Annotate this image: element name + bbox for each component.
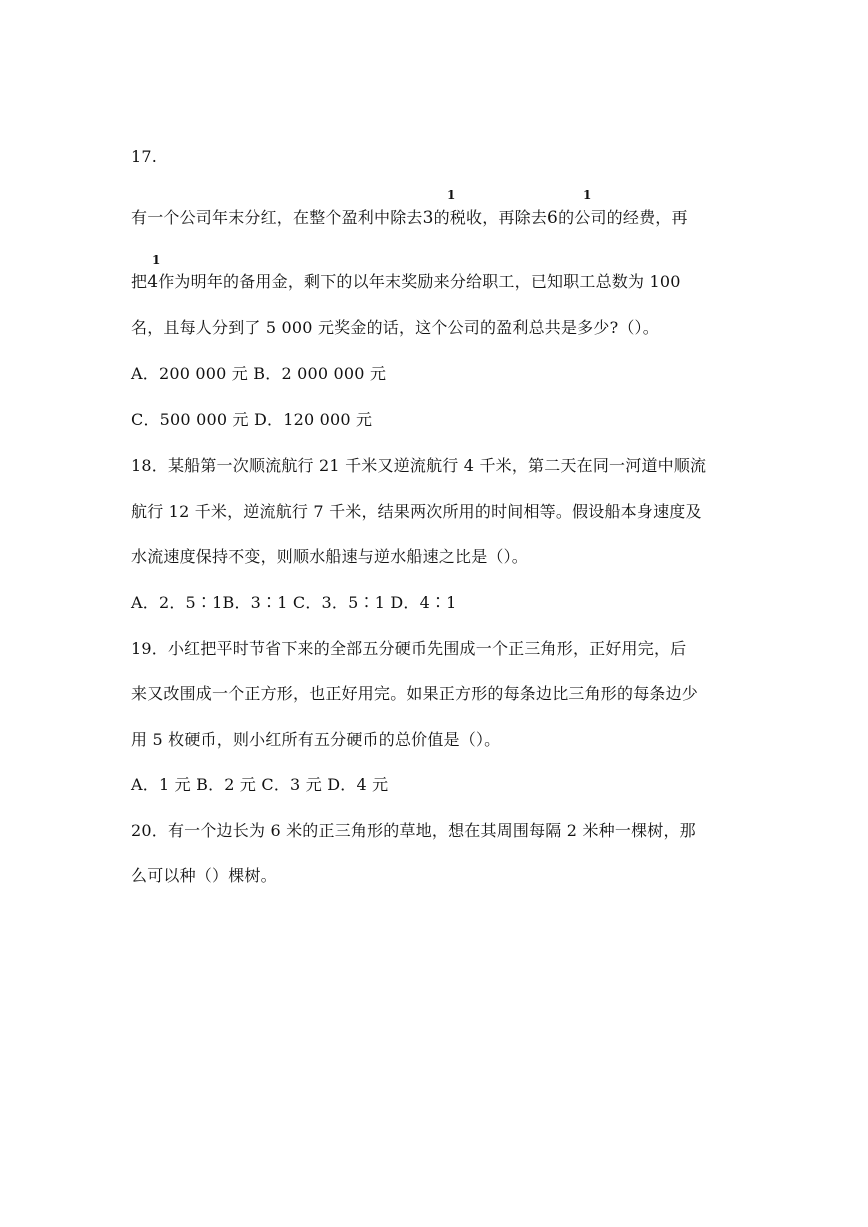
q20-line-2: 么可以种（）棵树。 [131, 866, 277, 885]
q18-line-1: 18．某船第一次顺流航行 21 千米又逆流航行 4 千米，第二天在同一河道中顺流 [131, 456, 707, 475]
q18-line-2: 航行 12 千米，逆流航行 7 千米，结果两次所用的时间相等。假设船本身速度及 [131, 502, 702, 521]
q17-fraction2-numerator: 1 [583, 188, 592, 202]
q17-fraction3-numerator: 1 [152, 253, 161, 267]
q20-line-1: 20．有一个边长为 6 米的正三角形的草地，想在其周围每隔 2 米种一棵树，那 [131, 821, 696, 840]
q17-line-1-text-b: 的税收，再除去 [433, 208, 548, 227]
q17-line-2 [131, 271, 681, 293]
q17-line-2-text-a: 把 [131, 272, 148, 291]
q17-number: 17. [131, 147, 158, 166]
q17-options-row-1: A．200 000 元 B．2 000 000 元 [131, 364, 387, 383]
q17-options-row-2: C．500 000 元 D．120 000 元 [131, 410, 373, 429]
q19-options: A．1 元 B．2 元 C．3 元 D．4 元 [131, 775, 389, 794]
q17-line-1-text-a: 有一个公司年末分红，在整个盈利中除去 [131, 208, 423, 227]
q17-line-3: 名，且每人分到了 5 000 元奖金的话，这个公司的盈利总共是多少?（）。 [131, 318, 659, 337]
q17-fraction3-denominator: 4 [147, 272, 159, 292]
q19-line-2: 来又改围成一个正方形，也正好用完。如果正方形的每条边比三角形的每条边少 [131, 684, 699, 703]
q17-fraction2-denominator: 6 [547, 208, 559, 228]
q18-line-3: 水流速度保持不变，则顺水船速与逆水船速之比是（）。 [131, 547, 529, 566]
q17-fraction1-denominator: 3 [422, 208, 434, 228]
q19-line-3: 用 5 枚硬币，则小红所有五分硬币的总价值是（）。 [131, 730, 501, 749]
q19-line-1: 19．小红把平时节省下来的全部五分硬币先围成一个正三角形，正好用完，后 [131, 639, 687, 658]
q17-fraction1-numerator: 1 [447, 188, 456, 202]
q17-line-1 [131, 207, 688, 229]
q18-options: A．2．5∶1B．3∶1 C．3．5∶1 D．4∶1 [131, 593, 457, 612]
q17-line-1-text-c: 的公司的经费，再 [558, 208, 688, 227]
q17-line-2-text-b: 作为明年的备用金，剩下的以年末奖励来分给职工，已知职工总数为 100 [158, 272, 681, 291]
